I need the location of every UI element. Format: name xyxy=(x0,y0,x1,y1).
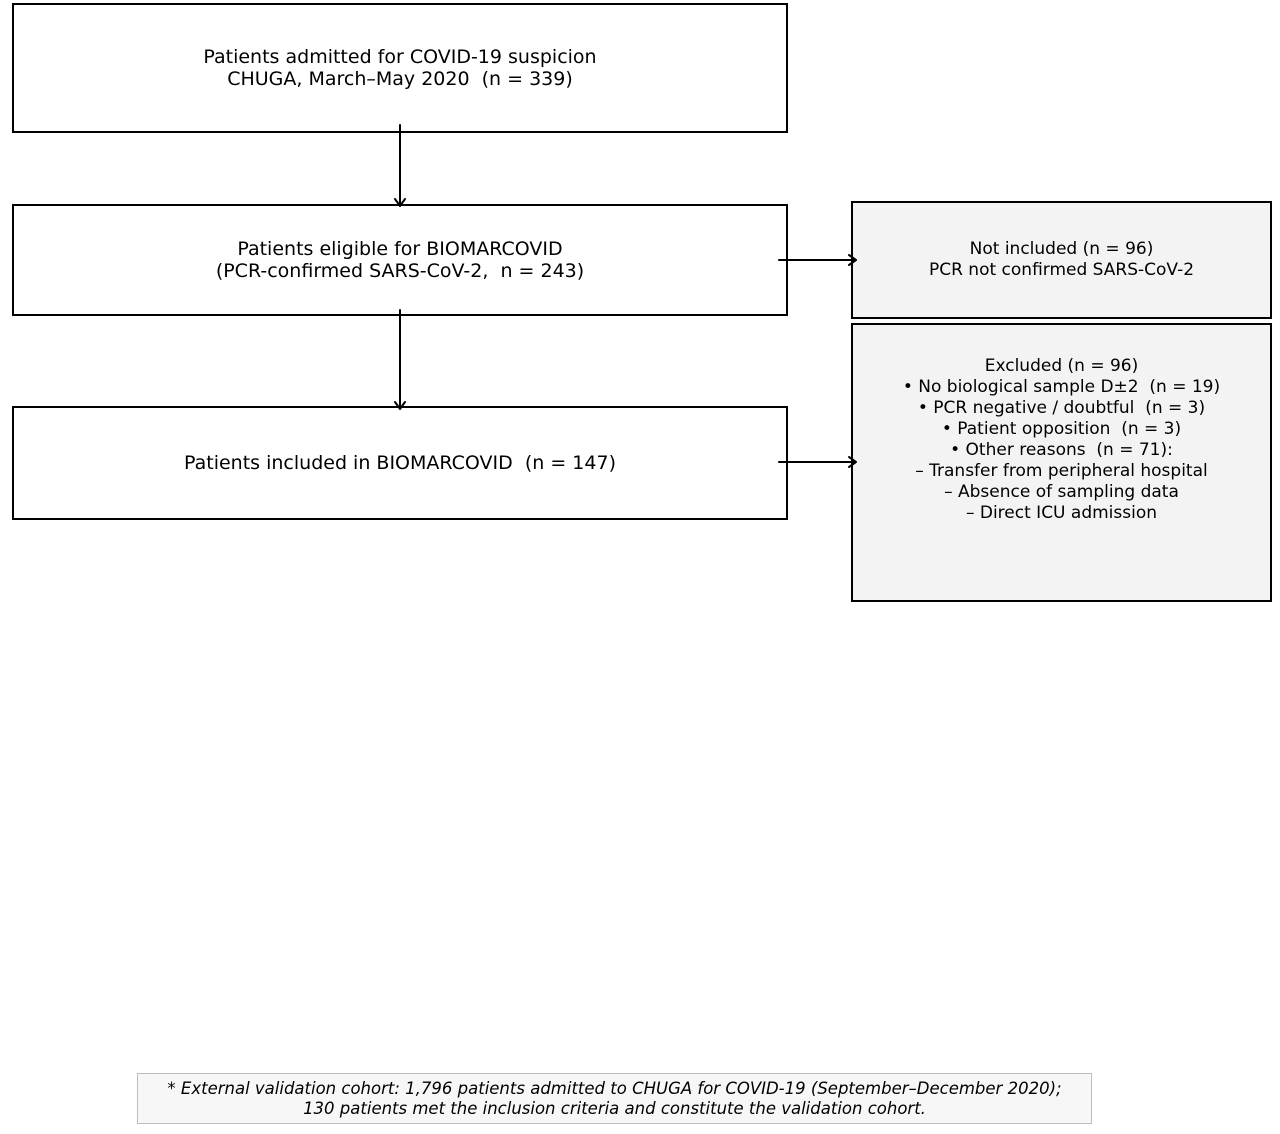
excluded-item: • No biological sample D±2 (n = 19) xyxy=(902,376,1221,397)
excluded-title: Excluded (n = 96) xyxy=(984,355,1139,376)
arrow-admitted-to-eligible xyxy=(395,125,405,206)
excluded-item: – Direct ICU admission xyxy=(965,502,1158,523)
not-included-line-2: PCR not confirmed SARS-CoV-2 xyxy=(928,260,1195,280)
not-included-box xyxy=(851,201,1272,319)
eligible-patients-box xyxy=(12,204,788,316)
excluded-item: – Transfer from peripheral hospital xyxy=(915,460,1208,481)
excluded-item: • Patient opposition (n = 3) xyxy=(941,418,1182,439)
admitted-patients-box xyxy=(12,3,788,133)
not-included-line-1: Not included (n = 96) xyxy=(969,239,1154,259)
admitted-line-1: Patients admitted for COVID-19 suspicion xyxy=(203,46,597,68)
included-patients-box xyxy=(12,406,788,520)
arrow-included-to-excluded xyxy=(779,457,856,467)
footnote-line-2: 130 patients met the inclusion criteria and constitute the validation cohort. xyxy=(303,1098,926,1118)
excluded-item: • PCR negative / doubtful (n = 3) xyxy=(917,397,1206,418)
arrow-eligible-to-included xyxy=(395,310,405,409)
arrow-eligible-to-not-included xyxy=(779,255,856,265)
eligible-line-1: Patients eligible for BIOMARCOVID xyxy=(237,238,563,260)
included-line-1: Patients included in BIOMARCOVID (n = 147) xyxy=(184,452,616,474)
excluded-box xyxy=(851,323,1272,602)
admitted-line-2: CHUGA, March–May 2020 (n = 339) xyxy=(227,68,573,90)
footnote-line-1: * External validation cohort: 1,796 patients admitted to CHUGA for COVID-19 (September–December 2020); xyxy=(167,1078,1062,1098)
eligible-line-2: (PCR-confirmed SARS-CoV-2, n = 243) xyxy=(215,260,585,282)
validation-cohort-footnote xyxy=(137,1073,1092,1124)
excluded-item: • Other reasons (n = 71): xyxy=(950,439,1173,460)
excluded-item: – Absence of sampling data xyxy=(944,481,1179,502)
